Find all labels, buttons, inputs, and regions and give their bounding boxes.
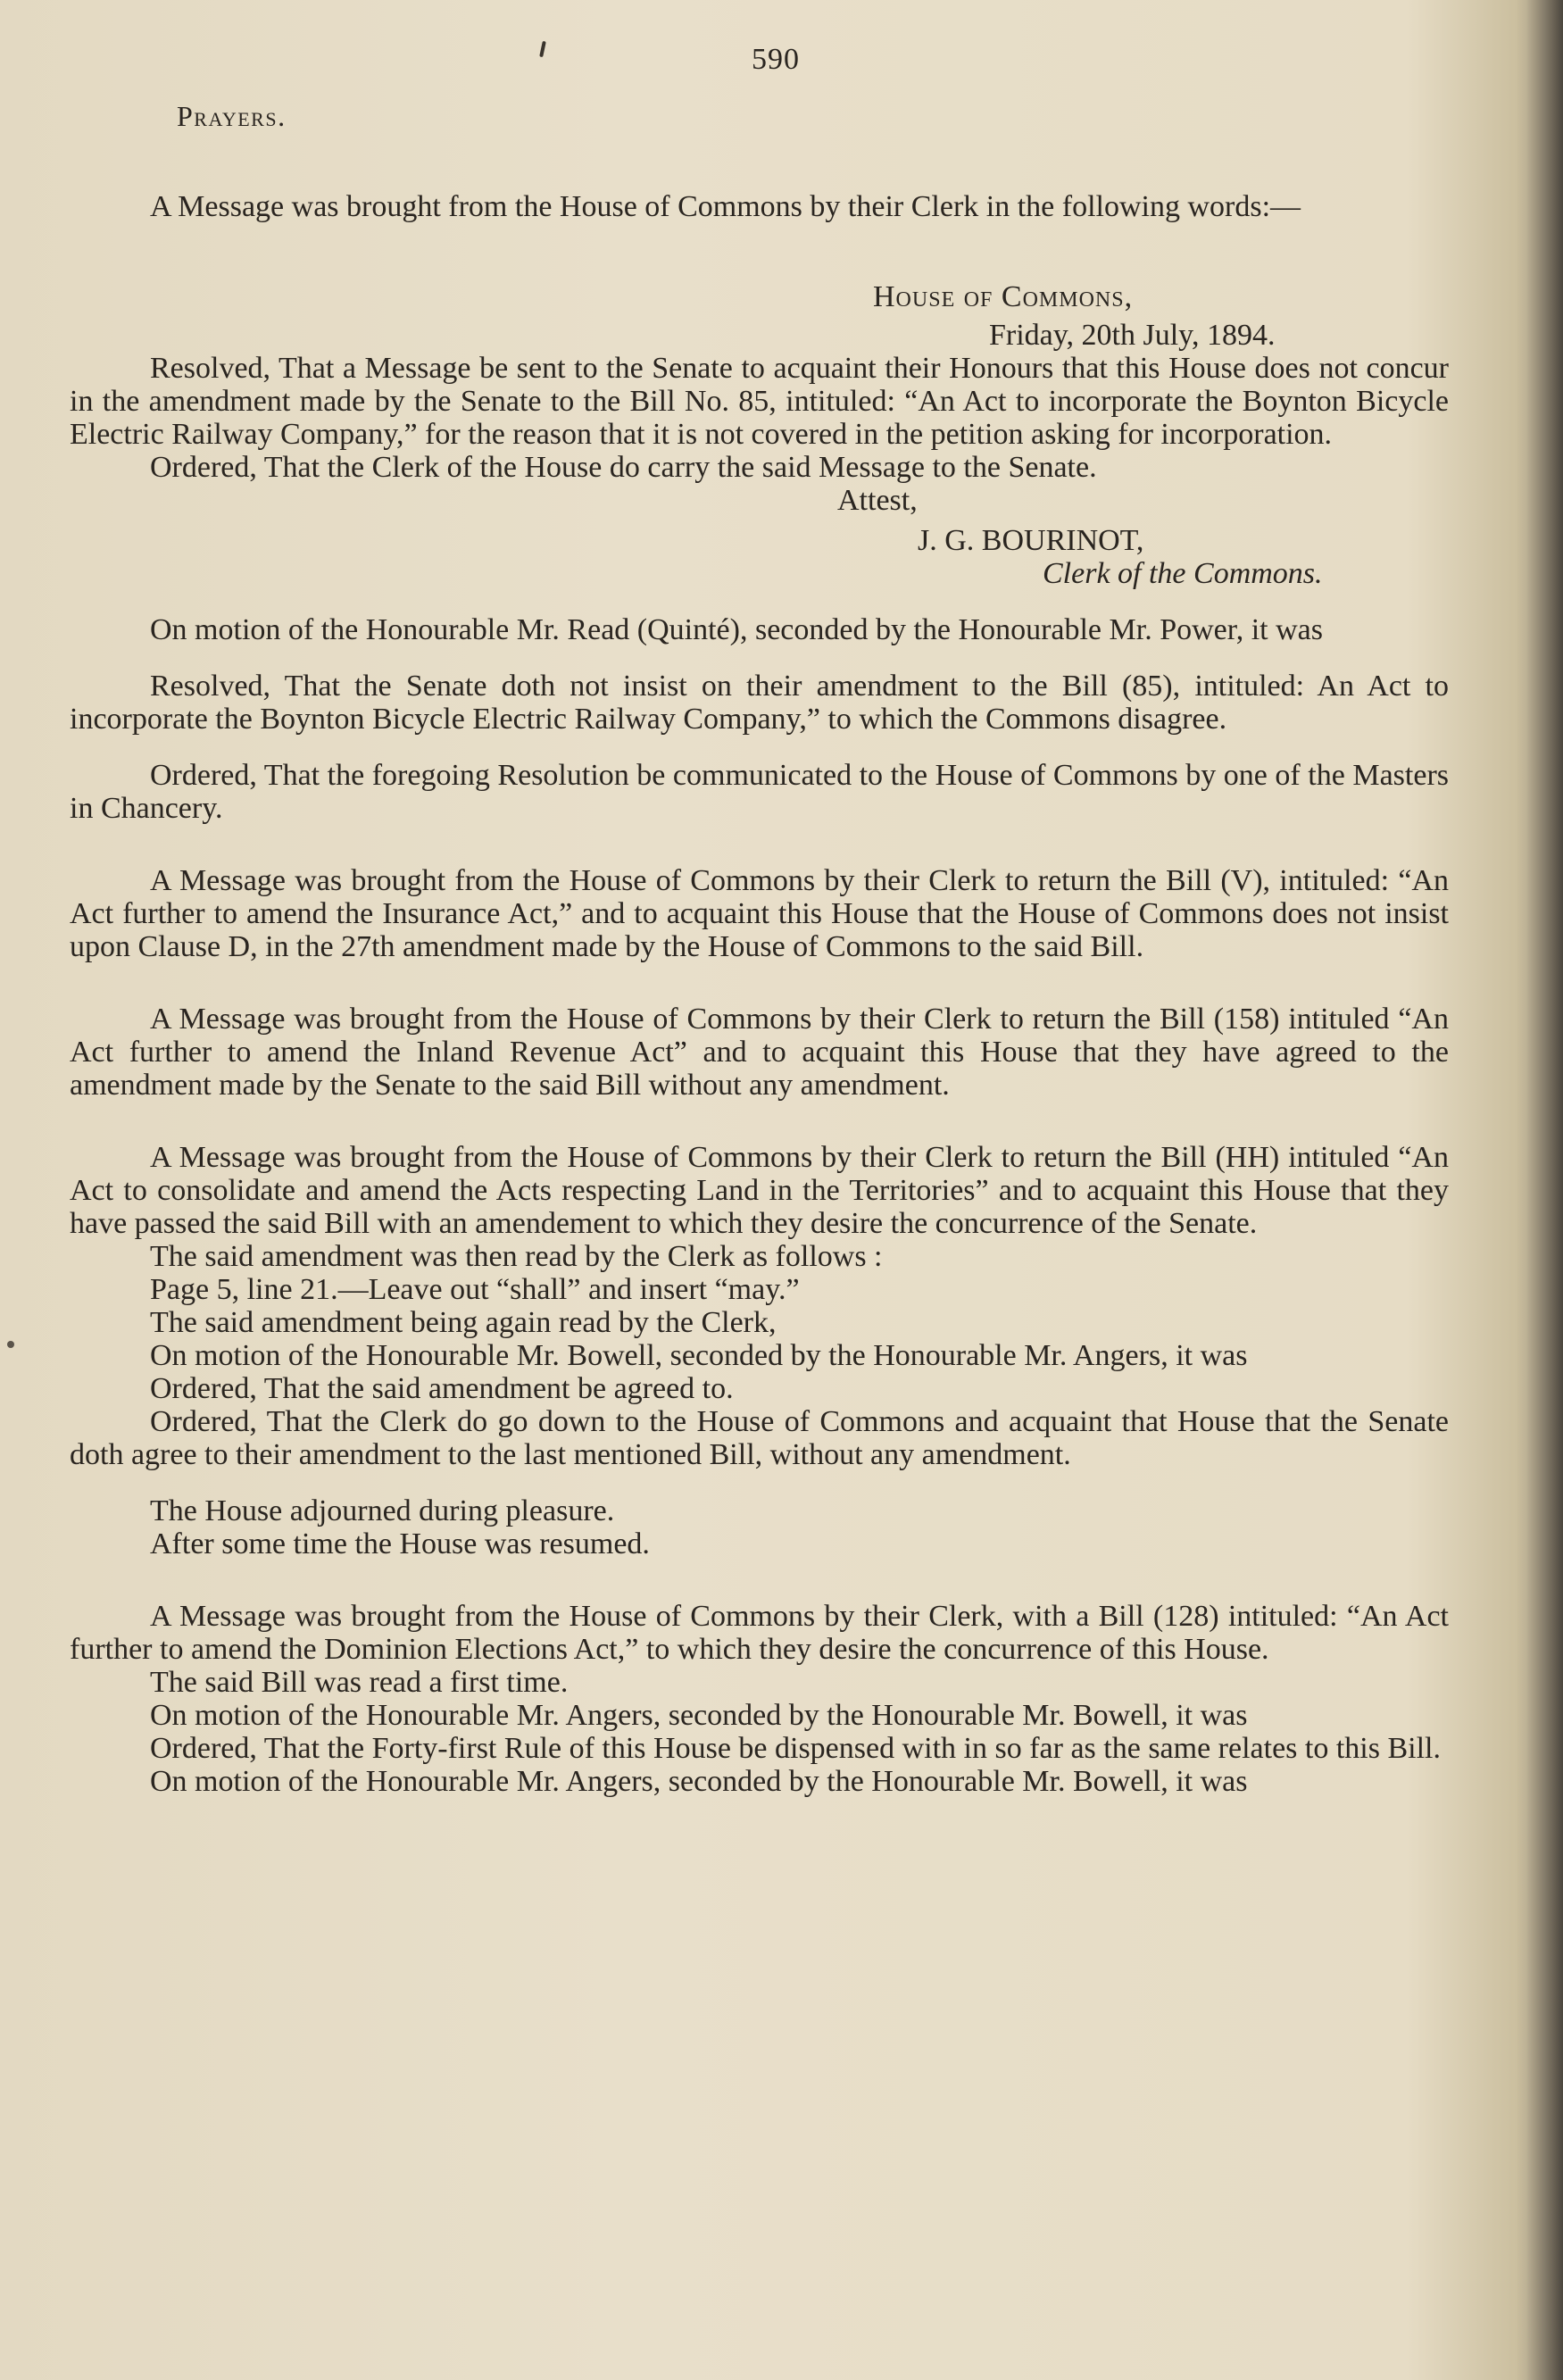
paragraph-resumed: After some time the House was resumed. [150, 1527, 650, 1560]
paragraph-message-intro: A Message was brought from the House of Commons by their Clerk in the following words:— [150, 190, 1301, 223]
ink-dot [7, 1341, 14, 1348]
paragraph-amendment-agreed: Ordered, That the said amendment be agreed to. [150, 1372, 734, 1405]
paragraph-commons-order: Ordered, That the Clerk of the House do carry the said Message to the Senate. [150, 451, 1097, 484]
commons-header-house: House of Commons, [873, 280, 1134, 313]
paragraph-senate-resolution: Resolved, That the Senate doth not insist on their amendment to the Bill (85), intituled: An Act to incorporate the Boynton Bicycle Electric Railway Company,” to which the Commons disagree. [70, 670, 1449, 736]
commons-header-date: Friday, 20th July, 1894. [989, 319, 1276, 352]
paragraph-motion-read: On motion of the Honourable Mr. Read (Quinté), seconded by the Honourable Mr. Power, it was [150, 613, 1323, 646]
paragraph-rule-dispensed: Ordered, That the Forty-first Rule of this House be dispensed with in so far as the same relates to this Bill. [150, 1732, 1441, 1765]
paragraph-message-bill-hh: A Message was brought from the House of Commons by their Clerk to return the Bill (HH) intituled “An Act to consolidate and amend the Acts respecting Land in the Territories” and to acquaint this House that they have passed the said Bill with an amendement to which they desire the concurrence of the Senate. [70, 1141, 1449, 1240]
paragraph-message-bill-158: A Message was brought from the House of Commons by their Clerk to return the Bill (158) intituled “An Act further to amend the Inland Revenue Act” and to acquaint this House that they have agreed to the amendment made by the Senate to the said Bill without any amendment. [70, 1003, 1449, 1102]
signer-name: J. G. BOURINOT, [918, 524, 1144, 557]
paragraph-message-bill-v: A Message was brought from the House of Commons by their Clerk to return the Bill (V), intituled: “An Act further to amend the Insurance Act,” and to acquaint this House that the House of Commons does not insist upon Clause D, in the 27th amendment made by the House of Commons to the said Bill. [70, 864, 1449, 963]
paragraph-message-bill-128: A Message was brought from the House of Commons by their Clerk, with a Bill (128) intituled: “An Act further to amend the Dominion Elections Act,” to which they desire the concurrence of this House. [70, 1600, 1449, 1666]
attest-line: Attest, [837, 484, 918, 517]
paragraph-resolution-order: Ordered, That the foregoing Resolution be communicated to the House of Commons by one of the Masters in Chancery. [70, 759, 1449, 825]
page-number: 590 [752, 43, 800, 76]
signer-title: Clerk of the Commons. [1043, 557, 1323, 590]
ink-mark [539, 41, 546, 57]
paragraph-first-reading: The said Bill was read a first time. [150, 1666, 569, 1699]
book-spine-shadow [1527, 0, 1563, 2380]
paragraph-clerk-order: Ordered, That the Clerk do go down to the House of Commons and acquaint that House that the Senate doth agree to their amendment to the last mentioned Bill, without any amendment. [70, 1405, 1449, 1471]
paragraph-motion-bowell: On motion of the Honourable Mr. Bowell, seconded by the Honourable Mr. Angers, it was [150, 1339, 1248, 1372]
section-heading: Prayers. [177, 100, 287, 132]
paragraph-motion-angers-2: On motion of the Honourable Mr. Angers, seconded by the Honourable Mr. Bowell, it was [150, 1765, 1248, 1798]
paragraph-adjourned: The House adjourned during pleasure. [150, 1494, 615, 1527]
paragraph-motion-angers-1: On motion of the Honourable Mr. Angers, seconded by the Honourable Mr. Bowell, it was [150, 1699, 1248, 1732]
paragraph-amendment-read: The said amendment was then read by the Clerk as follows : [150, 1240, 883, 1273]
paragraph-amendment-text: Page 5, line 21.—Leave out “shall” and insert “may.” [150, 1273, 800, 1306]
paragraph-commons-resolution: Resolved, That a Message be sent to the Senate to acquaint their Honours that this House does not concur in the amendment made by the Senate to the Bill No. 85, intituled: “An Act to incorporate the Boynton Bicycle Electric Railway Company,” for the reason that it is not covered in the petition asking for incorporation. [70, 352, 1449, 451]
paragraph-amendment-again: The said amendment being again read by the Clerk, [150, 1306, 777, 1339]
page-body [70, 89, 1449, 1798]
